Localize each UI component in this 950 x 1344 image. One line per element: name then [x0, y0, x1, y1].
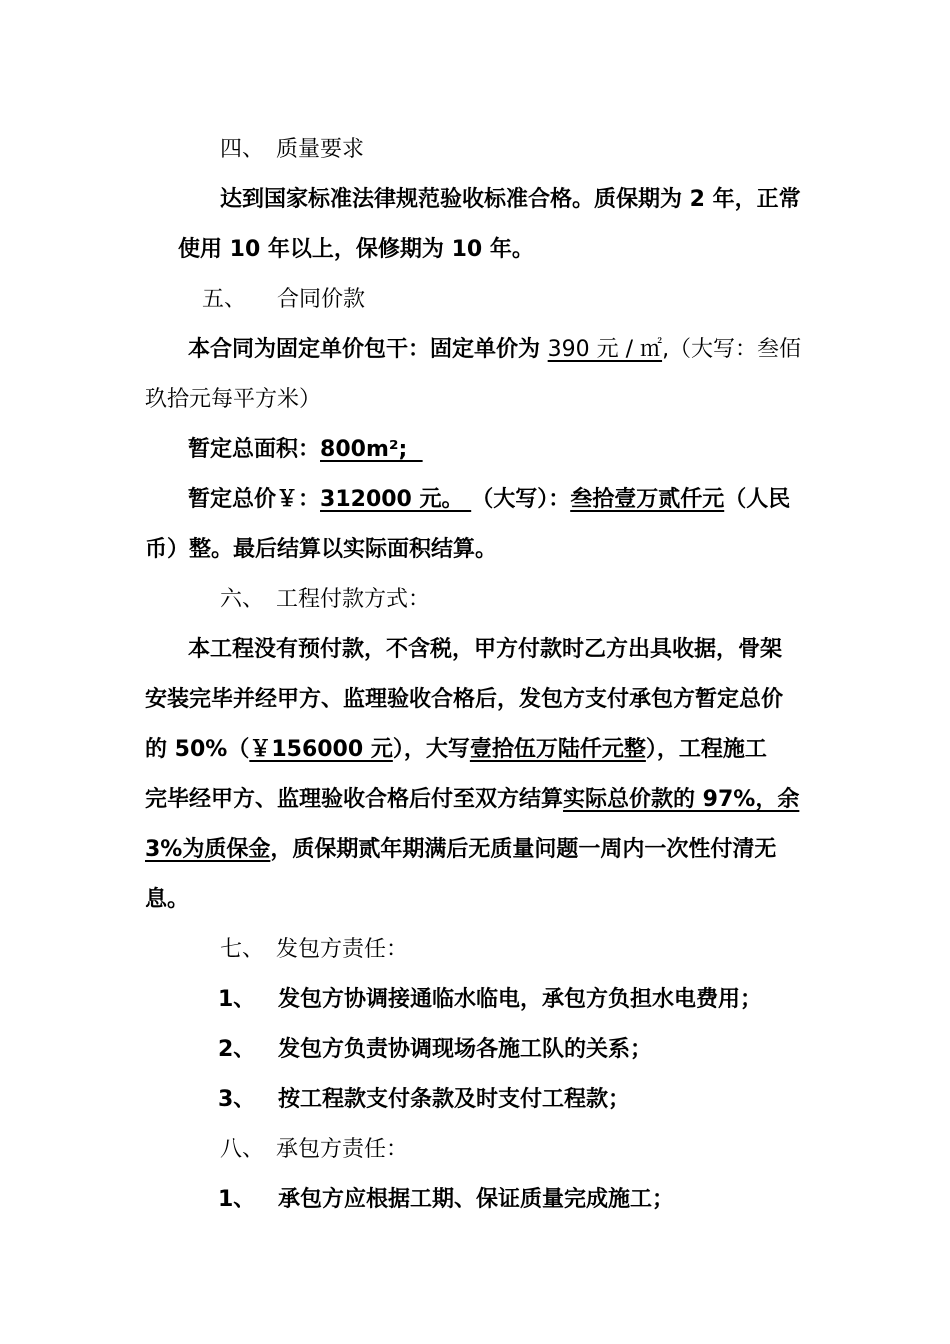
section-8-title: 承包方责任： — [276, 1137, 409, 1162]
payment-line-5 — [145, 835, 776, 865]
section-6-number: 六、 — [220, 587, 265, 612]
unit-price-tail: ,（大写：叁佰 — [662, 337, 802, 362]
list-item-text: 发包方协调接通临水临电，承包方负担水电费用； — [278, 987, 763, 1012]
list-item-number: 2、 — [218, 1037, 256, 1062]
estimated-total-line — [188, 485, 790, 515]
estimated-area-label: 暂定总面积： — [188, 437, 321, 462]
payment-final-percent: 实际总价款的 97%，余 — [563, 787, 800, 812]
estimated-total-in-words: 叁拾壹万贰仟元 — [570, 487, 725, 512]
section-5-title: 合同价款 — [277, 287, 366, 312]
payment-line-3 — [145, 735, 767, 765]
fixed-price-label: 本合同为固定单价包干：固定单价为 — [188, 337, 548, 362]
payment-line-2: 安装完毕并经甲方、监理验收合格后，发包方支付承包方暂定总价 — [145, 687, 784, 712]
payment-line-4 — [145, 785, 799, 815]
payment-caps-label: ），大写 — [392, 737, 470, 762]
section-7-number: 七、 — [220, 937, 265, 962]
section-8-heading — [220, 1135, 408, 1165]
section-4-paragraph-line-2: 使用 10 年以上，保修期为 10 年。 — [178, 237, 534, 262]
employer-duty-2 — [218, 1035, 652, 1065]
list-item-number: 3、 — [218, 1087, 256, 1112]
section-6-title: 工程付款方式： — [276, 587, 431, 612]
estimated-total-label: 暂定总价￥： — [188, 487, 321, 512]
payment-line-4-text: 完毕经甲方、监理验收合格后付至双方结算 — [145, 787, 564, 812]
payment-line-6: 息。 — [145, 887, 190, 912]
section-5-price-line-2: 玖拾元每平方米） — [145, 387, 322, 412]
estimated-total-value: 312000 元。 — [320, 487, 472, 512]
section-4-paragraph-line-1: 达到国家标准法律规范验收标准合格。质保期为 2 年，正常 — [220, 187, 801, 212]
payment-line-1: 本工程没有预付款，不含税，甲方付款时乙方出具收据，骨架 — [188, 637, 783, 662]
employer-duty-3 — [218, 1085, 630, 1115]
section-5-price-line — [188, 335, 801, 365]
payment-line-5-text: ，质保期贰年期满后无质量问题一周内一次性付清无 — [270, 837, 777, 862]
settlement-note-line: 币）整。最后结算以实际面积结算。 — [145, 537, 498, 562]
payment-amount-in-words: 壹拾伍万陆仟元整 — [469, 737, 646, 762]
list-item-text: 发包方负责协调现场各施工队的关系； — [278, 1037, 653, 1062]
estimated-area-value: 800m²; — [320, 437, 423, 462]
section-5-heading — [202, 285, 365, 315]
estimated-total-tail: （人民 — [724, 487, 791, 512]
unit-price-value: 390 元 / ㎡ — [547, 337, 663, 362]
contractor-duty-1 — [218, 1185, 674, 1215]
estimated-total-caps-label: （大写）： — [471, 487, 571, 512]
list-item-number: 1、 — [218, 1187, 256, 1212]
payment-percent-text: 的 50%（ — [145, 737, 250, 762]
list-item-number: 1、 — [218, 987, 256, 1012]
section-4-title: 质量要求 — [276, 137, 365, 162]
list-item-text: 按工程款支付条款及时支付工程款； — [278, 1087, 631, 1112]
section-6-heading — [220, 585, 430, 615]
retention-money: 3%为质保金 — [145, 837, 271, 862]
section-7-title: 发包方责任： — [276, 937, 409, 962]
section-4-number: 四、 — [220, 137, 265, 162]
section-4-heading — [220, 135, 364, 165]
section-7-heading — [220, 935, 408, 965]
list-item-text: 承包方应根据工期、保证质量完成施工； — [278, 1187, 675, 1212]
section-5-number: 五、 — [202, 287, 247, 312]
section-8-number: 八、 — [220, 1137, 265, 1162]
estimated-area-line — [188, 435, 423, 465]
payment-amount-value: ￥156000 元 — [249, 737, 393, 762]
employer-duty-1 — [218, 985, 762, 1015]
payment-line-3-tail: ），工程施工 — [645, 737, 767, 762]
